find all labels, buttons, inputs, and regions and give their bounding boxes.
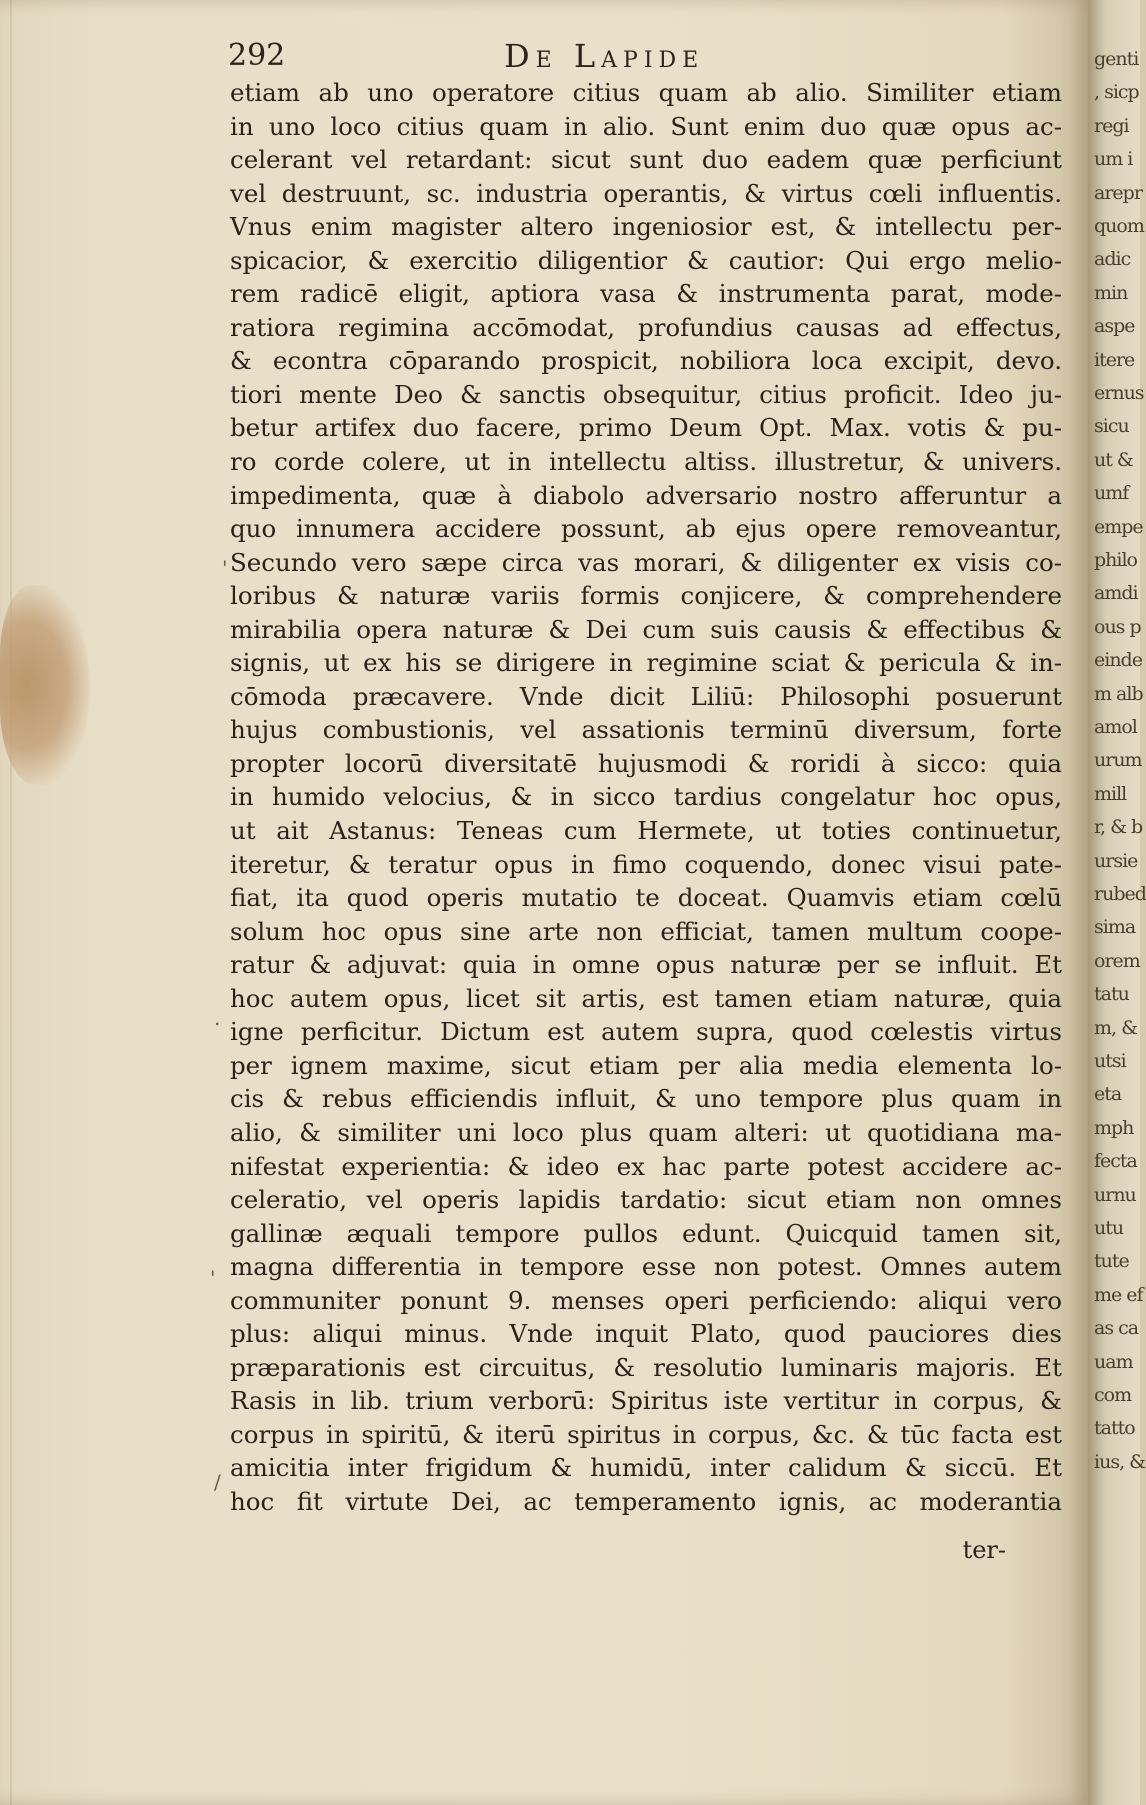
text-line: igne perficitur. Dictum est autem supra, quod cœlestis virtus xyxy=(230,1017,1062,1047)
margin-mark: / xyxy=(214,1470,221,1494)
adjacent-page-fragment: ius, & xyxy=(1094,1450,1146,1473)
adjacent-page-fragment: , sicp xyxy=(1094,81,1139,104)
adjacent-page-edge xyxy=(1088,0,1146,1805)
adjacent-page-fragment: quom xyxy=(1094,215,1144,237)
adjacent-page-fragment: utu xyxy=(1094,1217,1124,1239)
text-line: amicitia inter frigidum & humidū, inter calidum & siccū. Et xyxy=(230,1453,1062,1483)
adjacent-page-fragment: urum xyxy=(1094,749,1142,772)
adjacent-page-fragment: aspe xyxy=(1094,315,1135,338)
text-line: mirabilia opera naturæ & Dei cum suis causis & effectibus & xyxy=(230,614,1062,644)
text-line: etiam ab uno operatore citius quam ab alio. Similiter etiam xyxy=(230,78,1062,107)
text-line: hoc autem opus, licet sit artis, est tamen etiam naturæ, quia xyxy=(230,983,1062,1013)
adjacent-page-fragment: orem xyxy=(1094,949,1140,972)
text-line: quo innumera accidere possunt, ab ejus opere removeantur, xyxy=(230,514,1062,544)
adjacent-page-fragment: com xyxy=(1094,1384,1132,1406)
adjacent-page-fragment: rubed xyxy=(1094,883,1146,905)
page-number: 292 xyxy=(228,38,286,73)
text-line: alio, & similiter uni loco plus quam alteri: ut quotidiana ma- xyxy=(230,1117,1062,1147)
adjacent-page-fragment: umf xyxy=(1094,482,1129,505)
text-line: ratiora regimina accōmodat, profundius causas ad effectus, xyxy=(230,312,1062,342)
text-line: Secundo vero sæpe circa vas morari, & diligenter ex visis co- xyxy=(230,547,1062,577)
text-line: corpus in spiritū, & iterū spiritus in corpus, &c. & tūc facta est xyxy=(230,1419,1062,1449)
text-line: celerant vel retardant: sicut sunt duo eadem quæ perficiunt xyxy=(230,145,1062,175)
adjacent-page-fragment: tatto xyxy=(1094,1417,1135,1440)
text-line: rem radicē eligit, aptiora vasa & instrumenta parat, mode- xyxy=(230,279,1062,309)
adjacent-page-fragment: sima xyxy=(1094,916,1136,939)
adjacent-page-fragment: uam xyxy=(1094,1350,1133,1373)
text-line: magna differentia in tempore esse non potest. Omnes autem xyxy=(230,1252,1062,1282)
adjacent-page-fragment: utsi xyxy=(1094,1050,1126,1072)
adjacent-page-fragment: um i xyxy=(1094,148,1133,171)
adjacent-page-fragment: ut & xyxy=(1094,448,1133,471)
text-line: nifestat experientia: & ideo ex hac parte potest accidere ac- xyxy=(230,1151,1062,1181)
text-line: Rasis in lib. trium verborū: Spiritus iste vertitur in corpus, & xyxy=(230,1386,1062,1416)
text-line: præparationis est circuitus, & resolutio luminaris majoris. Et xyxy=(230,1352,1062,1382)
body-text xyxy=(230,76,1062,1519)
adjacent-page-fragment: regi xyxy=(1094,114,1129,137)
text-line: iteretur, & teratur opus in fimo coquendo, donec visui pate- xyxy=(230,849,1062,879)
text-line: cōmoda præcavere. Vnde dicit Liliū: Philosophi posuerunt xyxy=(230,681,1062,711)
adjacent-page-fragment: ous p xyxy=(1094,615,1141,638)
text-line: plus: aliqui minus. Vnde inquit Plato, quod pauciores dies xyxy=(230,1319,1062,1349)
adjacent-page-fragment: fecta xyxy=(1094,1150,1137,1173)
adjacent-page-fragment: itere xyxy=(1094,348,1135,371)
text-line: Vnus enim magister altero ingeniosior est, & intellectu per- xyxy=(230,212,1062,242)
text-line: tiori mente Deo & sanctis obsequitur, citius proficit. Ideo ju- xyxy=(230,379,1062,409)
adjacent-page-fragment: m, & xyxy=(1094,1016,1138,1039)
adjacent-page-fragment: eta xyxy=(1094,1083,1122,1106)
text-line: celeratio, vel operis lapidis tardatio: sicut etiam non omnes xyxy=(230,1185,1062,1215)
adjacent-page-fragment: as ca xyxy=(1094,1317,1139,1340)
text-line: hujus combustionis, vel assationis terminū diversum, forte xyxy=(230,715,1062,745)
text-line: in uno loco citius quam in alio. Sunt enim duo quæ opus ac- xyxy=(230,111,1062,141)
running-title: De Lapide xyxy=(504,37,705,75)
adjacent-page-fragment: tute xyxy=(1094,1250,1129,1273)
adjacent-page-fragment: philo xyxy=(1094,549,1137,571)
adjacent-page-fragment: amol xyxy=(1094,716,1137,738)
text-line: vel destruunt, sc. industria operantis, & virtus cœli influentis. xyxy=(230,178,1062,208)
text-line: cis & rebus efficiendis influit, & uno tempore plus quam in xyxy=(230,1084,1062,1114)
margin-mark: ' xyxy=(222,556,228,580)
adjacent-page-fragment: sicu xyxy=(1094,415,1129,438)
text-line: ro corde colere, ut in intellectu altiss. illustretur, & univers. xyxy=(230,447,1062,477)
adjacent-page-fragment: ursie xyxy=(1094,849,1138,872)
margin-mark: . xyxy=(214,1006,221,1030)
adjacent-page-fragment: me ef xyxy=(1094,1283,1143,1306)
adjacent-page-fragment: empe xyxy=(1094,515,1143,538)
adjacent-page-fragment: mph xyxy=(1094,1116,1134,1139)
adjacent-page-fragment: arepr xyxy=(1094,181,1142,204)
page-edge-shadow xyxy=(10,0,12,1805)
adjacent-page-fragment: ernus xyxy=(1094,382,1144,404)
text-line: impedimenta, quæ à diabolo adversario nostro afferuntur a xyxy=(230,480,1062,510)
adjacent-page-fragment: amdi xyxy=(1094,582,1138,605)
text-line: ratur & adjuvat: quia in omne opus naturæ per se influit. Et xyxy=(230,950,1062,980)
text-line: fiat, ita quod operis mutatio te doceat. Quamvis etiam cœlū xyxy=(230,883,1062,913)
text-line: signis, ut ex his se dirigere in regimine sciat & pericula & in- xyxy=(230,648,1062,678)
text-line: hoc fit virtute Dei, ac temperamento ignis, ac moderantia xyxy=(230,1486,1062,1516)
page-header xyxy=(228,36,1068,76)
catchword: ter- xyxy=(962,1536,1006,1564)
text-line: solum hoc opus sine arte non efficiat, tamen multum coope- xyxy=(230,916,1062,946)
text-line: gallinæ æquali tempore pullos edunt. Quicquid tamen sit, xyxy=(230,1218,1062,1248)
paper-stain xyxy=(0,585,90,785)
text-line: loribus & naturæ variis formis conjicere, & comprehendere xyxy=(230,581,1062,611)
text-line: in humido velocius, & in sicco tardius congelatur hoc opus, xyxy=(230,782,1062,812)
text-line: communiter ponunt 9. menses operi perficiendo: aliqui vero xyxy=(230,1285,1062,1315)
text-line: & econtra cōparando prospicit, nobiliora loca excipit, devo. xyxy=(230,346,1062,376)
text-line: ut ait Astanus: Teneas cum Hermete, ut toties continuetur, xyxy=(230,816,1062,846)
adjacent-page-fragment: tatu xyxy=(1094,983,1129,1006)
adjacent-page-fragment: r, & b xyxy=(1094,816,1143,839)
adjacent-page-fragment: mill xyxy=(1094,782,1127,805)
adjacent-page-fragment: einde xyxy=(1094,649,1142,672)
text-line: spicacior, & exercitio diligentior & cautior: Qui ergo melio- xyxy=(230,245,1062,275)
text-line: per ignem maxime, sicut etiam per alia media elementa lo- xyxy=(230,1050,1062,1080)
adjacent-page-fragment: genti xyxy=(1094,48,1139,70)
adjacent-page-fragment: adic xyxy=(1094,248,1131,271)
text-line: propter locorū diversitatē hujusmodi & roridi à sicco: quia xyxy=(230,748,1062,778)
adjacent-page-fragment: m alb xyxy=(1094,682,1143,705)
margin-mark: ' xyxy=(210,1266,216,1290)
adjacent-page-fragment: min xyxy=(1094,281,1128,304)
adjacent-page-fragment: urnu xyxy=(1094,1183,1136,1206)
text-line: betur artifex duo facere, primo Deum Opt. Max. votis & pu- xyxy=(230,413,1062,443)
